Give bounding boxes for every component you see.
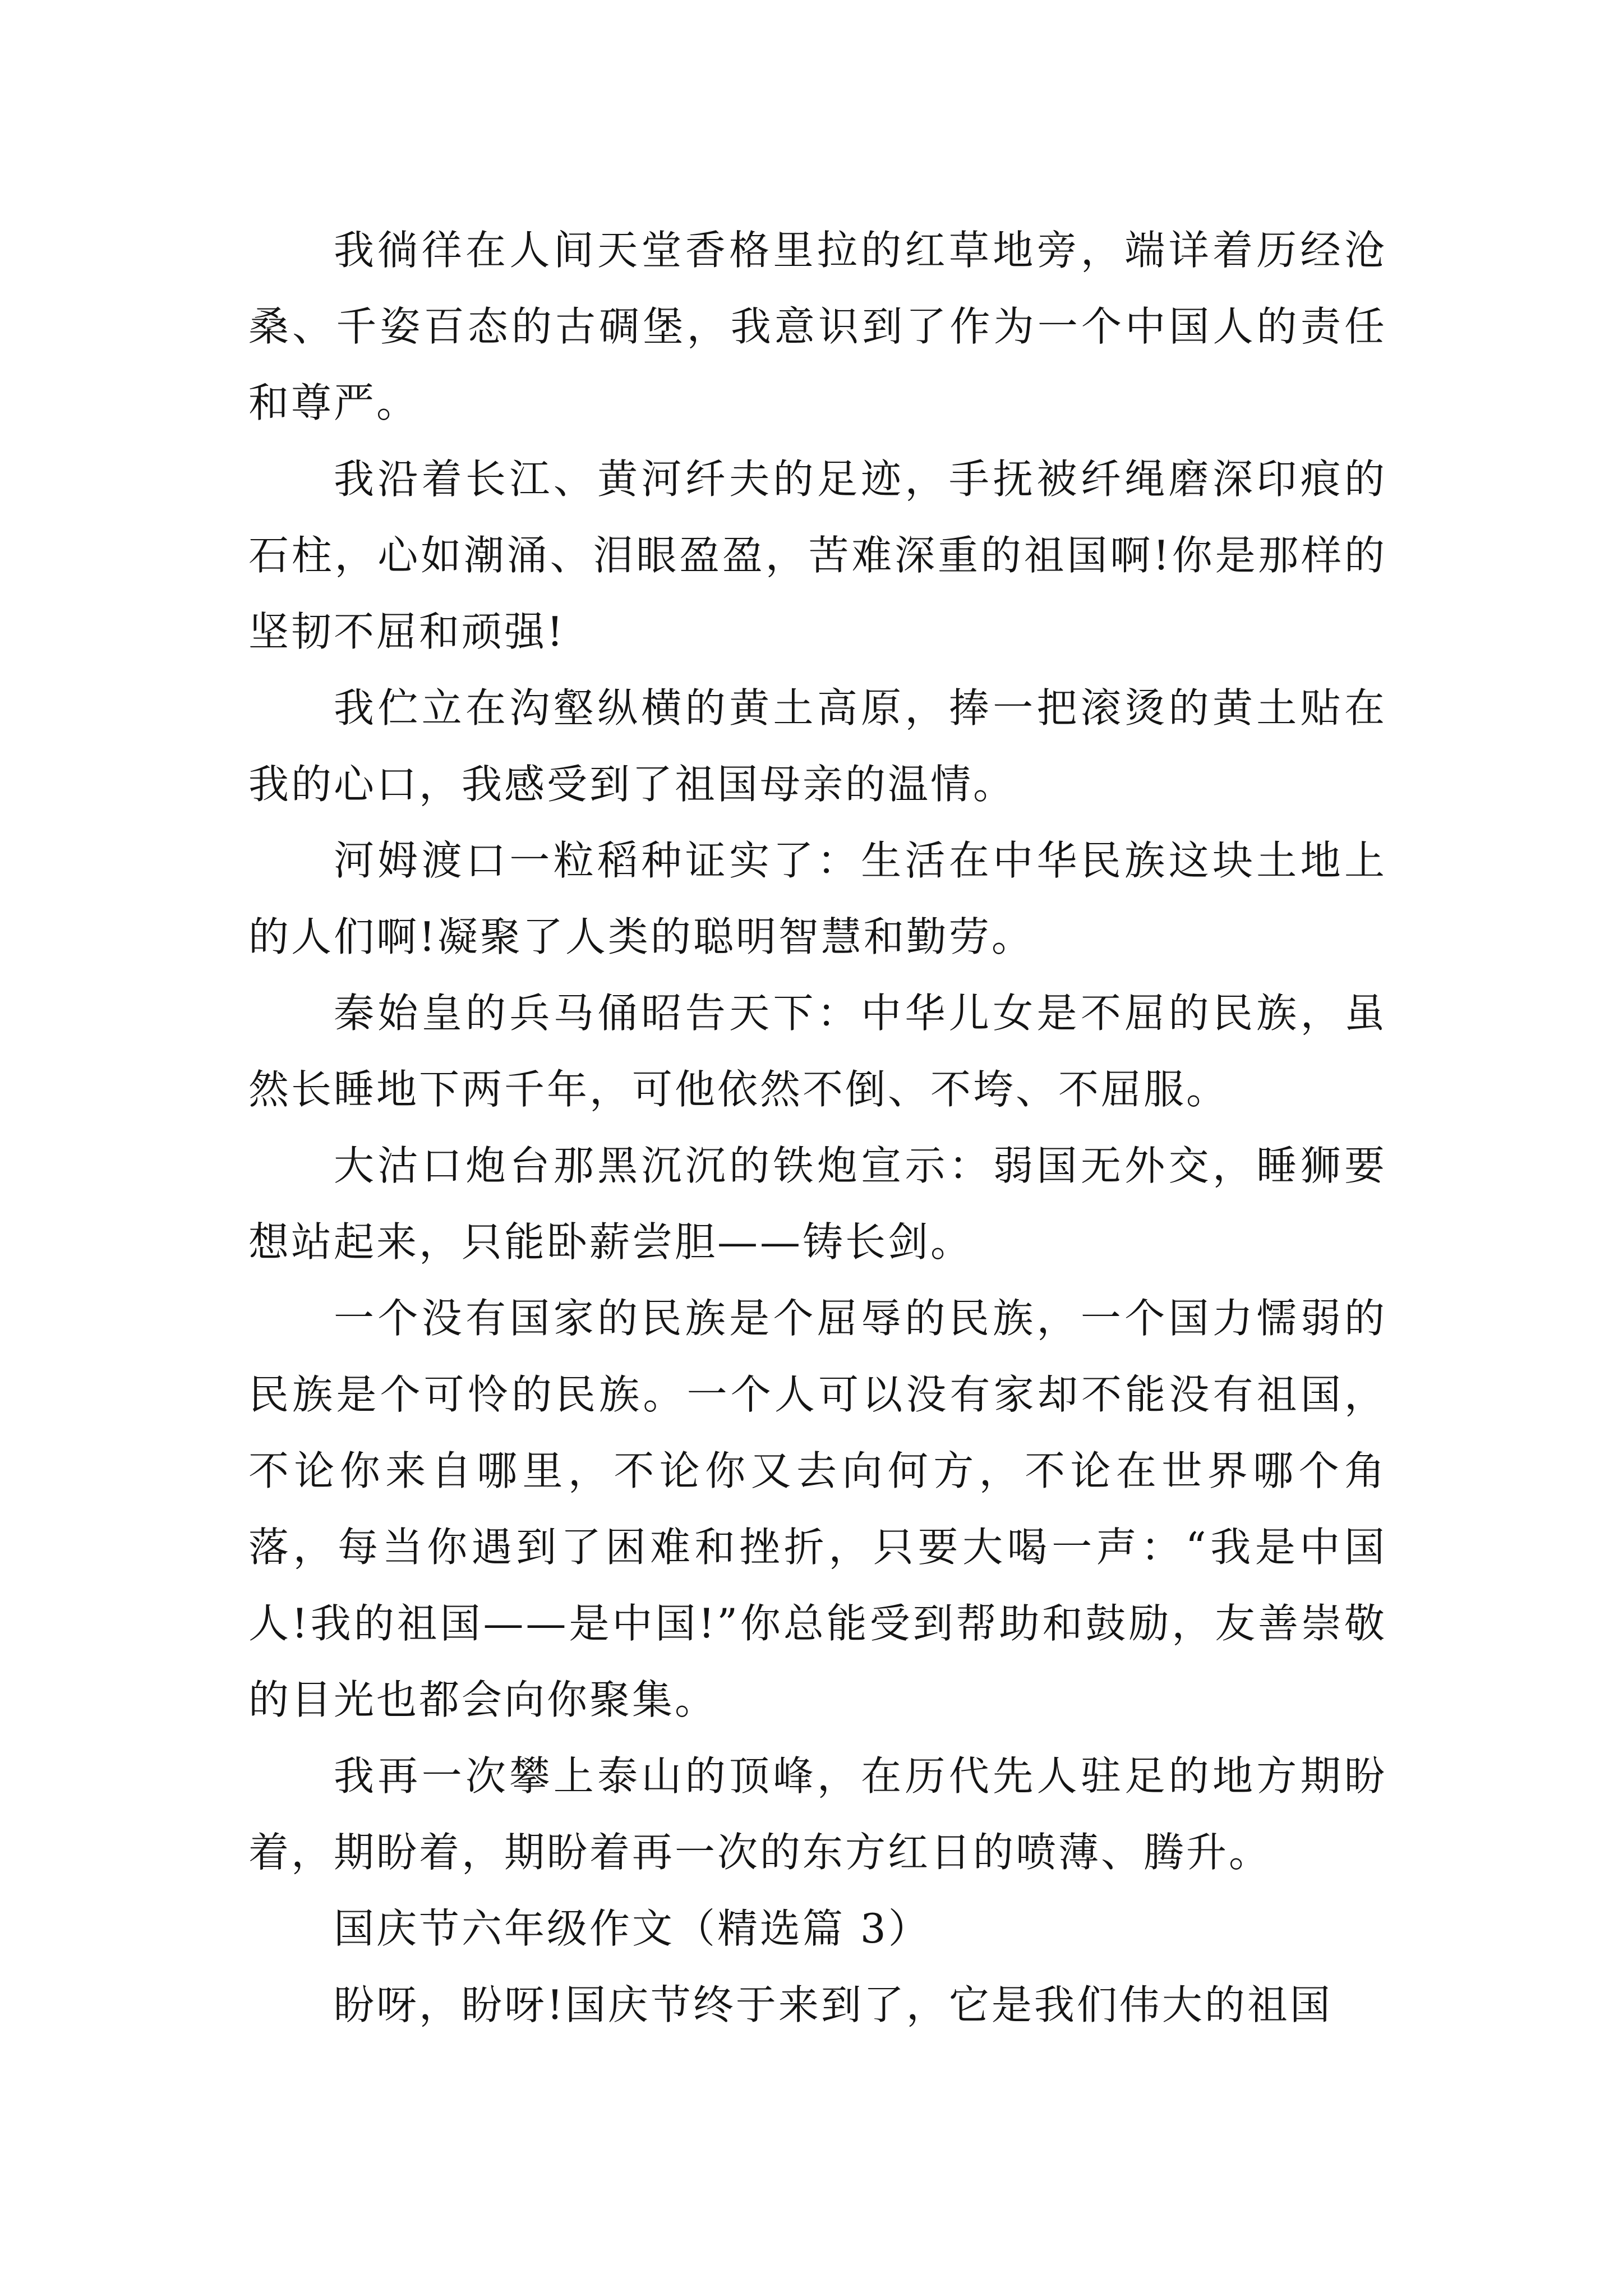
paragraph: 我再一次攀上泰山的顶峰，在历代先人驻足的地方期盼着，期盼着，期盼着再一次的东方红日的喷薄、腾升。 <box>248 1752 1387 1876</box>
paragraph: 我伫立在沟壑纵横的黄土高原，捧一把滚烫的黄土贴在我的心口，我感受到了祖国母亲的温情。 <box>248 684 1387 808</box>
paragraph: 盼呀，盼呀!国庆节终于来到了，它是我们伟大的祖国 <box>334 1981 1332 2028</box>
paragraph: 河姆渡口一粒稻种证实了：生活在中华民族这块土地上的人们啊!凝聚了人类的聪明智慧和勤劳。 <box>248 837 1387 960</box>
paragraph: 我徜徉在人间天堂香格里拉的红草地旁，端详着历经沧桑、千姿百态的古碉堡，我意识到了作为一个中国人的责任和尊严。 <box>248 227 1387 426</box>
paragraph: 秦始皇的兵马俑昭告天下：中华儿女是不屈的民族，虽然长睡地下两千年，可他依然不倒、不垮、不屈服。 <box>248 990 1387 1113</box>
paragraph: 大沽口炮台那黑沉沉的铁炮宣示：弱国无外交，睡狮要想站起来，只能卧薪尝胆——铸长剑。 <box>248 1142 1387 1266</box>
paragraph: 我沿着长江、黄河纤夫的足迹，手抚被纤绳磨深印痕的石柱，心如潮涌、泪眼盈盈，苦难深重的祖国啊!你是那样的坚韧不屈和顽强! <box>248 455 1387 655</box>
document-body <box>248 212 1387 2043</box>
paragraph: 一个没有国家的民族是个屈辱的民族，一个国力懦弱的民族是个可怜的民族。一个人可以没有家却不能没有祖国，不论你来自哪里，不论你又去向何方，不论在世界哪个角落，每当你遇到了困难和挫折，只要大喝一声：“我是中国人!我的祖国——是中国!”你总能受到帮助和鼓励，友善崇敬的目光也都会向你聚集。 <box>248 1295 1387 1723</box>
section-heading: 国庆节六年级作文（精选篇 3） <box>334 1905 931 1952</box>
